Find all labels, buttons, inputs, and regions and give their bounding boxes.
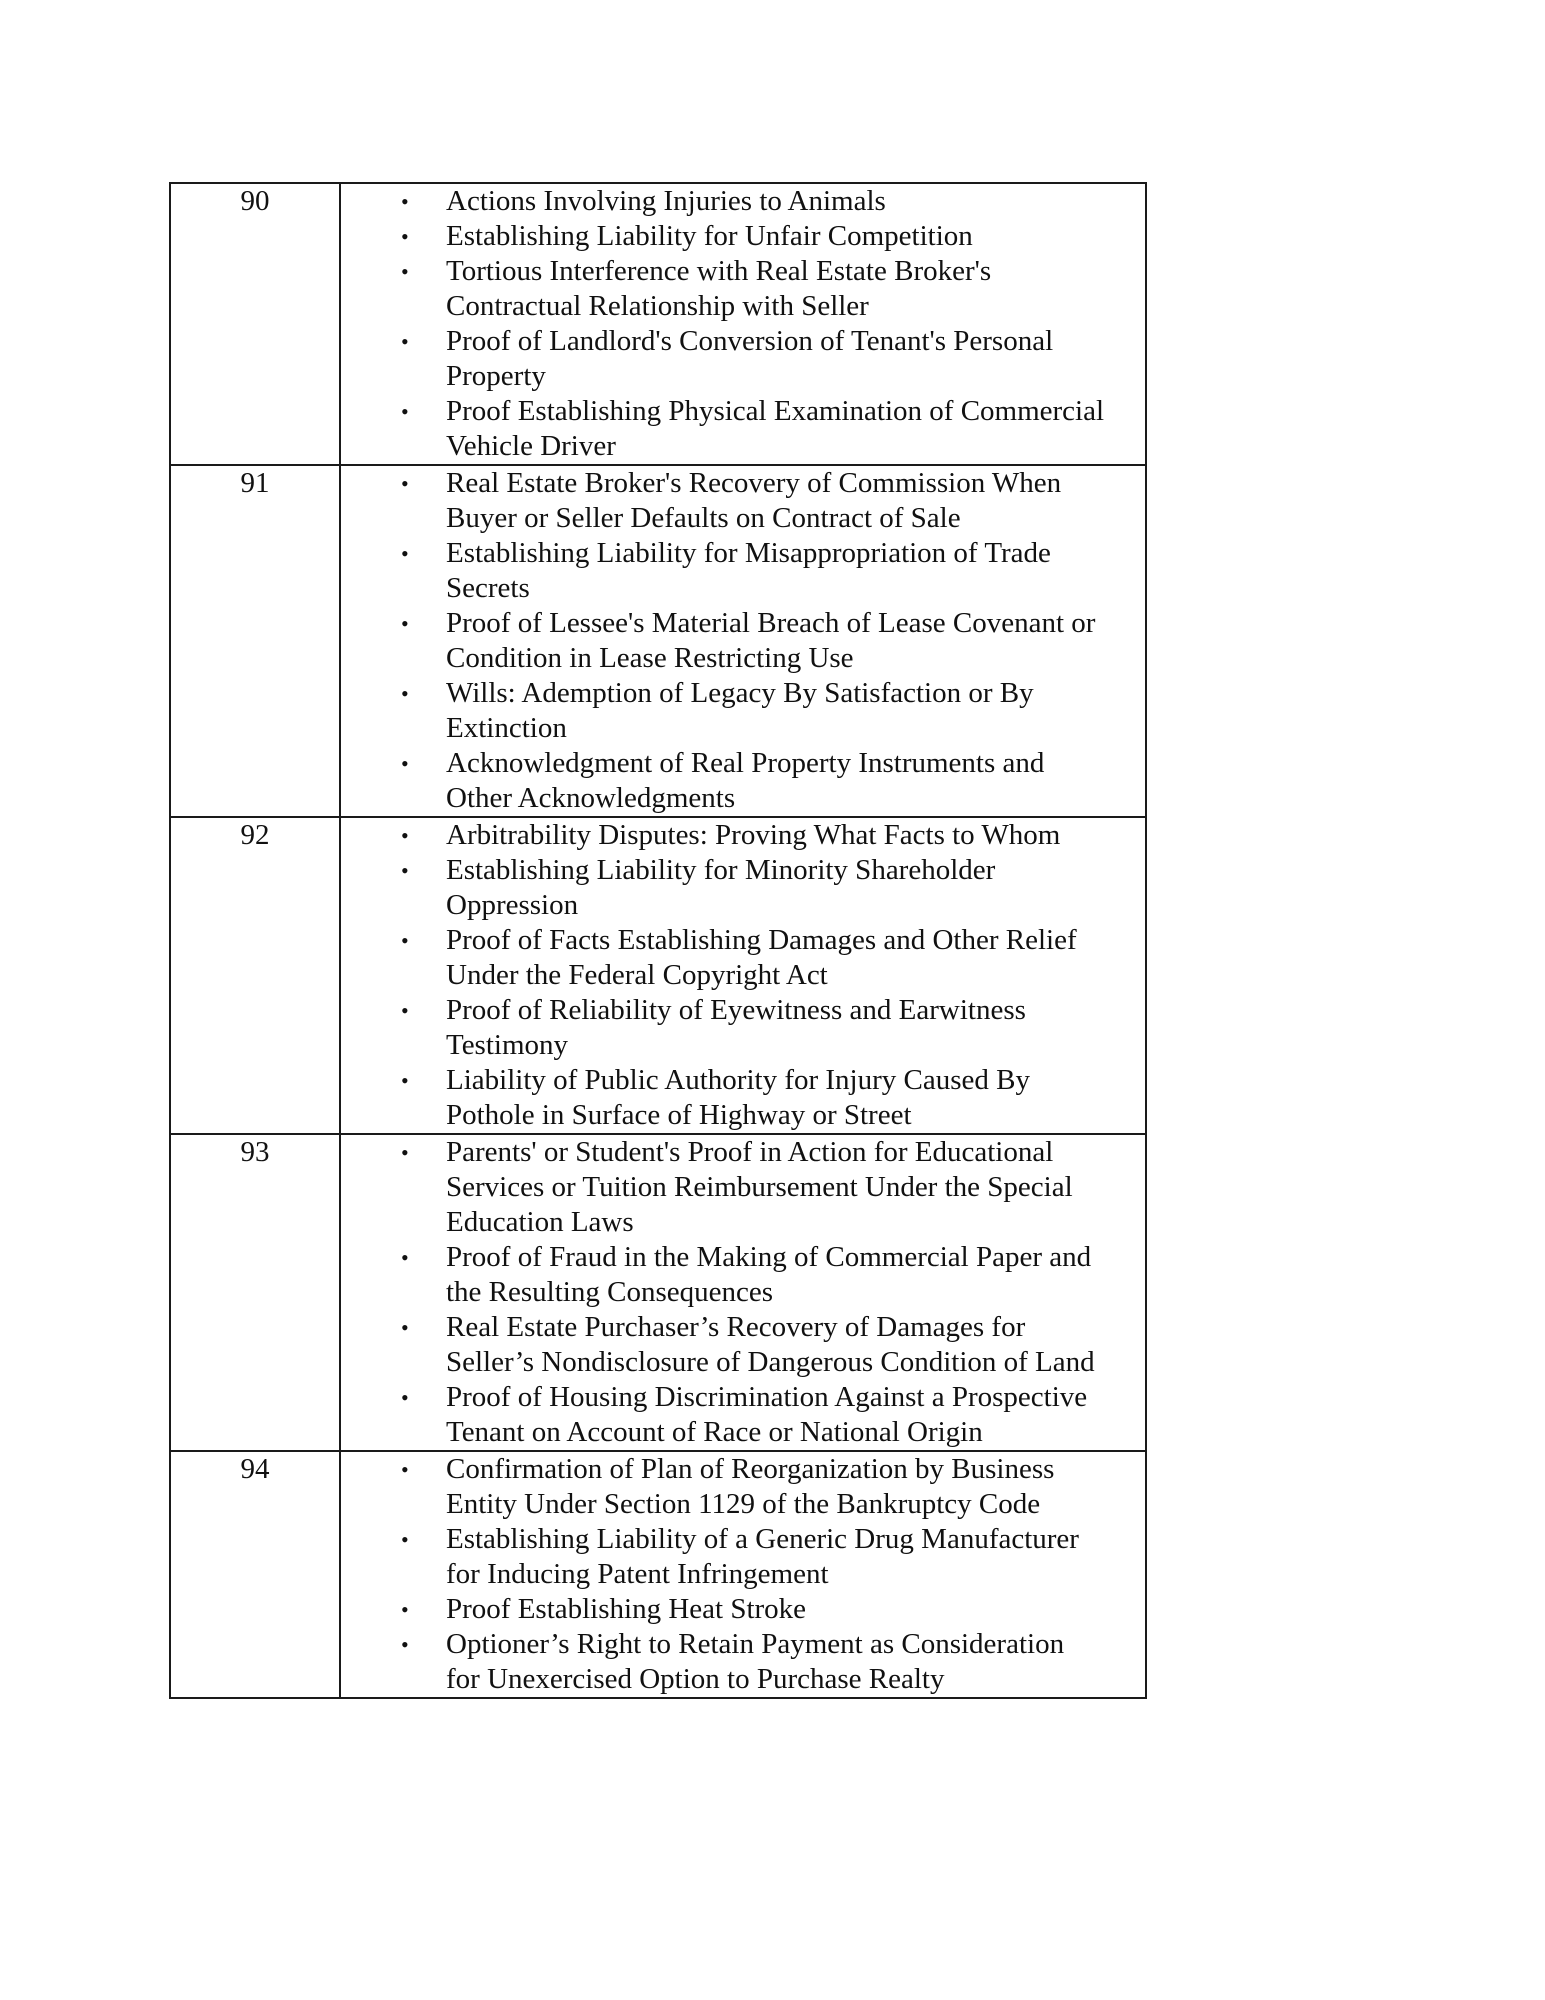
topic-list xyxy=(341,1135,1145,1450)
topic-list-item xyxy=(341,1522,1145,1592)
topic-text-line: Contractual Relationship with Seller xyxy=(446,290,869,322)
row-number: 92 xyxy=(240,819,270,851)
topic-list xyxy=(341,818,1145,1133)
topic-list-item xyxy=(341,219,1145,254)
topic-list-item xyxy=(341,1627,1145,1697)
topic-list-item xyxy=(341,676,1145,746)
bullet-icon: • xyxy=(401,858,409,883)
topic-text-line: Liability of Public Authority for Injury Caused By xyxy=(446,1064,1030,1096)
topic-text-line: Oppression xyxy=(446,889,579,921)
bullet-icon: • xyxy=(401,823,409,848)
topic-text-line: Pothole in Surface of Highway or Street xyxy=(446,1099,912,1131)
table-body xyxy=(170,183,1146,1698)
bullet-icon: • xyxy=(401,998,409,1023)
topic-text-line: Actions Involving Injuries to Animals xyxy=(446,185,886,217)
topic-text-line: Tenant on Account of Race or National Origin xyxy=(446,1416,983,1448)
topic-text-line: Establishing Liability of a Generic Drug Manufacturer xyxy=(446,1523,1079,1555)
bullet-icon: • xyxy=(401,681,409,706)
bullet-icon: • xyxy=(401,329,409,354)
row-number: 94 xyxy=(240,1453,270,1485)
topic-text-line: Education Laws xyxy=(446,1206,634,1238)
topic-text-line: Establishing Liability for Minority Shareholder xyxy=(446,854,996,886)
topic-text-line: Services or Tuition Reimbursement Under the Special xyxy=(446,1171,1073,1203)
topic-text-line: Tortious Interference with Real Estate Broker's xyxy=(446,255,992,287)
row-number: 93 xyxy=(240,1136,270,1168)
row-number-cell xyxy=(170,1134,340,1451)
topic-text-line: Seller’s Nondisclosure of Dangerous Condition of Land xyxy=(446,1346,1095,1378)
topic-text-line: Arbitrability Disputes: Proving What Facts to Whom xyxy=(446,819,1061,851)
table-row xyxy=(170,183,1146,465)
topic-list-item xyxy=(341,1310,1145,1380)
topic-text-line: Property xyxy=(446,360,546,392)
topic-text-line: for Inducing Patent Infringement xyxy=(446,1558,829,1590)
bullet-icon: • xyxy=(401,1632,409,1657)
bullet-icon: • xyxy=(401,259,409,284)
bullet-icon: • xyxy=(401,471,409,496)
bullet-icon: • xyxy=(401,751,409,776)
topic-list-item xyxy=(341,254,1145,324)
topic-text-line: Proof of Landlord's Conversion of Tenant's Personal xyxy=(446,325,1054,357)
bullet-icon: • xyxy=(401,399,409,424)
topic-text-line: Other Acknowledgments xyxy=(446,782,736,814)
row-number: 91 xyxy=(240,467,270,499)
topic-text-line: Testimony xyxy=(446,1029,569,1061)
bullet-icon: • xyxy=(401,611,409,636)
row-number-cell xyxy=(170,465,340,817)
topic-text-line: Proof of Lessee's Material Breach of Lease Covenant or xyxy=(446,607,1096,639)
topic-text-line: Vehicle Driver xyxy=(446,430,616,462)
topics-cell xyxy=(340,1451,1146,1698)
topics-table xyxy=(169,182,1147,1699)
topic-list-item xyxy=(341,466,1145,536)
topic-text-line: Proof Establishing Heat Stroke xyxy=(446,1593,807,1625)
topic-text-line: Extinction xyxy=(446,712,567,744)
topic-list-item xyxy=(341,818,1145,853)
topic-text-line: Optioner’s Right to Retain Payment as Consideration xyxy=(446,1628,1065,1660)
topic-list-item xyxy=(341,394,1145,464)
row-number: 90 xyxy=(240,185,270,217)
topic-text-line: for Unexercised Option to Purchase Realty xyxy=(446,1663,945,1695)
topic-list xyxy=(341,184,1145,464)
topics-cell xyxy=(340,465,1146,817)
topic-text-line: Secrets xyxy=(446,572,530,604)
topic-list-item xyxy=(341,746,1145,816)
row-number-cell xyxy=(170,183,340,465)
topic-text-line: Proof Establishing Physical Examination of Commercial xyxy=(446,395,1105,427)
bullet-icon: • xyxy=(401,541,409,566)
topic-list-item xyxy=(341,1240,1145,1310)
topic-list-item xyxy=(341,1135,1145,1240)
topic-list-item xyxy=(341,184,1145,219)
topic-list-item xyxy=(341,1592,1145,1627)
topic-list-item xyxy=(341,536,1145,606)
bullet-icon: • xyxy=(401,1597,409,1622)
topic-text-line: the Resulting Consequences xyxy=(446,1276,774,1308)
row-number-cell xyxy=(170,817,340,1134)
topic-text-line: Parents' or Student's Proof in Action for Educational xyxy=(446,1136,1054,1168)
bullet-icon: • xyxy=(401,1245,409,1270)
bullet-icon: • xyxy=(401,1385,409,1410)
topic-text-line: Acknowledgment of Real Property Instruments and xyxy=(446,747,1045,779)
topic-text-line: Confirmation of Plan of Reorganization by Business xyxy=(446,1453,1055,1485)
topic-list xyxy=(341,466,1145,816)
topic-list-item xyxy=(341,1380,1145,1450)
topic-text-line: Real Estate Purchaser’s Recovery of Damages for xyxy=(446,1311,1026,1343)
topic-list-item xyxy=(341,923,1145,993)
topic-text-line: Establishing Liability for Misappropriation of Trade xyxy=(446,537,1051,569)
topic-list-item xyxy=(341,606,1145,676)
topic-text-line: Wills: Ademption of Legacy By Satisfaction or By xyxy=(446,677,1034,709)
topic-text-line: Proof of Reliability of Eyewitness and Earwitness xyxy=(446,994,1026,1026)
topic-text-line: Buyer or Seller Defaults on Contract of Sale xyxy=(446,502,961,534)
bullet-icon: • xyxy=(401,189,409,214)
topics-cell xyxy=(340,183,1146,465)
topic-text-line: Entity Under Section 1129 of the Bankruptcy Code xyxy=(446,1488,1041,1520)
bullet-icon: • xyxy=(401,1068,409,1093)
topic-text-line: Under the Federal Copyright Act xyxy=(446,959,828,991)
topic-list-item xyxy=(341,993,1145,1063)
row-number-cell xyxy=(170,1451,340,1698)
topics-cell xyxy=(340,1134,1146,1451)
topic-text-line: Proof of Facts Establishing Damages and Other Relief xyxy=(446,924,1077,956)
topic-list xyxy=(341,1452,1145,1697)
table-row xyxy=(170,465,1146,817)
topics-cell xyxy=(340,817,1146,1134)
topic-text-line: Proof of Housing Discrimination Against a Prospective xyxy=(446,1381,1088,1413)
table-row xyxy=(170,1134,1146,1451)
bullet-icon: • xyxy=(401,1315,409,1340)
bullet-icon: • xyxy=(401,928,409,953)
topic-list-item xyxy=(341,324,1145,394)
topic-list-item xyxy=(341,1452,1145,1522)
bullet-icon: • xyxy=(401,1457,409,1482)
topic-text-line: Proof of Fraud in the Making of Commercial Paper and xyxy=(446,1241,1092,1273)
table-row xyxy=(170,1451,1146,1698)
table-row xyxy=(170,817,1146,1134)
topic-text-line: Condition in Lease Restricting Use xyxy=(446,642,854,674)
topic-text-line: Real Estate Broker's Recovery of Commission When xyxy=(446,467,1062,499)
topic-list-item xyxy=(341,1063,1145,1133)
bullet-icon: • xyxy=(401,1527,409,1552)
bullet-icon: • xyxy=(401,1140,409,1165)
topic-list-item xyxy=(341,853,1145,923)
bullet-icon: • xyxy=(401,224,409,249)
topic-text-line: Establishing Liability for Unfair Competition xyxy=(446,220,973,252)
